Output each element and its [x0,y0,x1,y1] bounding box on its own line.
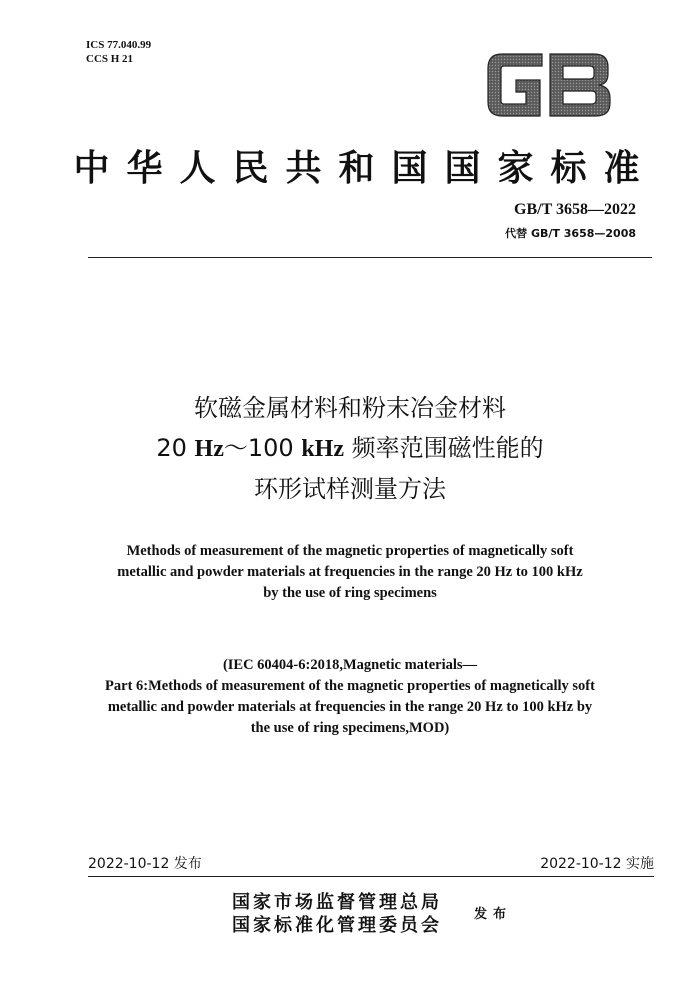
chinese-title-line2-rest: 频率范围磁性能的 [351,434,544,462]
english-title-line2: metallic and powder materials at frequencies in the range 20 Hz to 100 kHz [117,564,583,580]
english-title-line3: by the use of ring specimens [263,585,437,601]
freq-low-unit: Hz [194,436,224,462]
implementation-date: 2022-10-12 实施 [540,856,654,872]
iec-reference [0,655,700,739]
classification-codes [86,38,151,66]
iec-reference-line1: (IEC 60404-6:2018,Magnetic materials— [222,657,478,673]
gb-logo [482,40,616,130]
iec-reference-line3: metallic and powder materials at frequencies in the range 20 Hz to 100 kHz by [107,699,593,715]
standard-number: GB/T 3658—2022 [514,201,636,218]
gb-logo-text: GB [482,40,484,41]
chinese-title-line3: 环形试样测量方法 [254,475,446,503]
replaces-standard: 代替 GB/T 3658—2008 [505,227,636,240]
freq-high-unit: kHz [301,436,344,462]
issuer-samr: 国家市场监督管理总局 [232,892,442,913]
freq-high-number: 100 [247,434,294,462]
issue-date: 2022-10-12 发布 [88,856,202,872]
issue-word: 发布 [474,907,513,922]
bottom-divider [88,876,654,877]
issuer-sac: 国家标准化管理委员会 [232,915,442,936]
standard-category: 中华人民共和国国家标准 [73,147,657,189]
issuing-authorities [232,891,442,937]
english-title-line1: Methods of measurement of the magnetic properties of magnetically soft [126,543,574,559]
range-tilde: ～ [223,434,248,462]
iec-reference-line4: the use of ring specimens,MOD) [250,720,450,736]
top-divider [88,257,652,258]
iec-reference-line2: Part 6:Methods of measurement of the magnetic properties of magnetically soft [105,678,595,694]
ics-code: ICS 77.040.99 [86,39,152,51]
chinese-title-line2 [0,428,700,469]
chinese-title [0,388,700,509]
freq-low-number: 20 [156,434,187,462]
english-title [0,541,700,604]
ccs-code: CCS H 21 [86,53,134,65]
chinese-title-line1: 软磁金属材料和粉末冶金材料 [194,394,506,422]
